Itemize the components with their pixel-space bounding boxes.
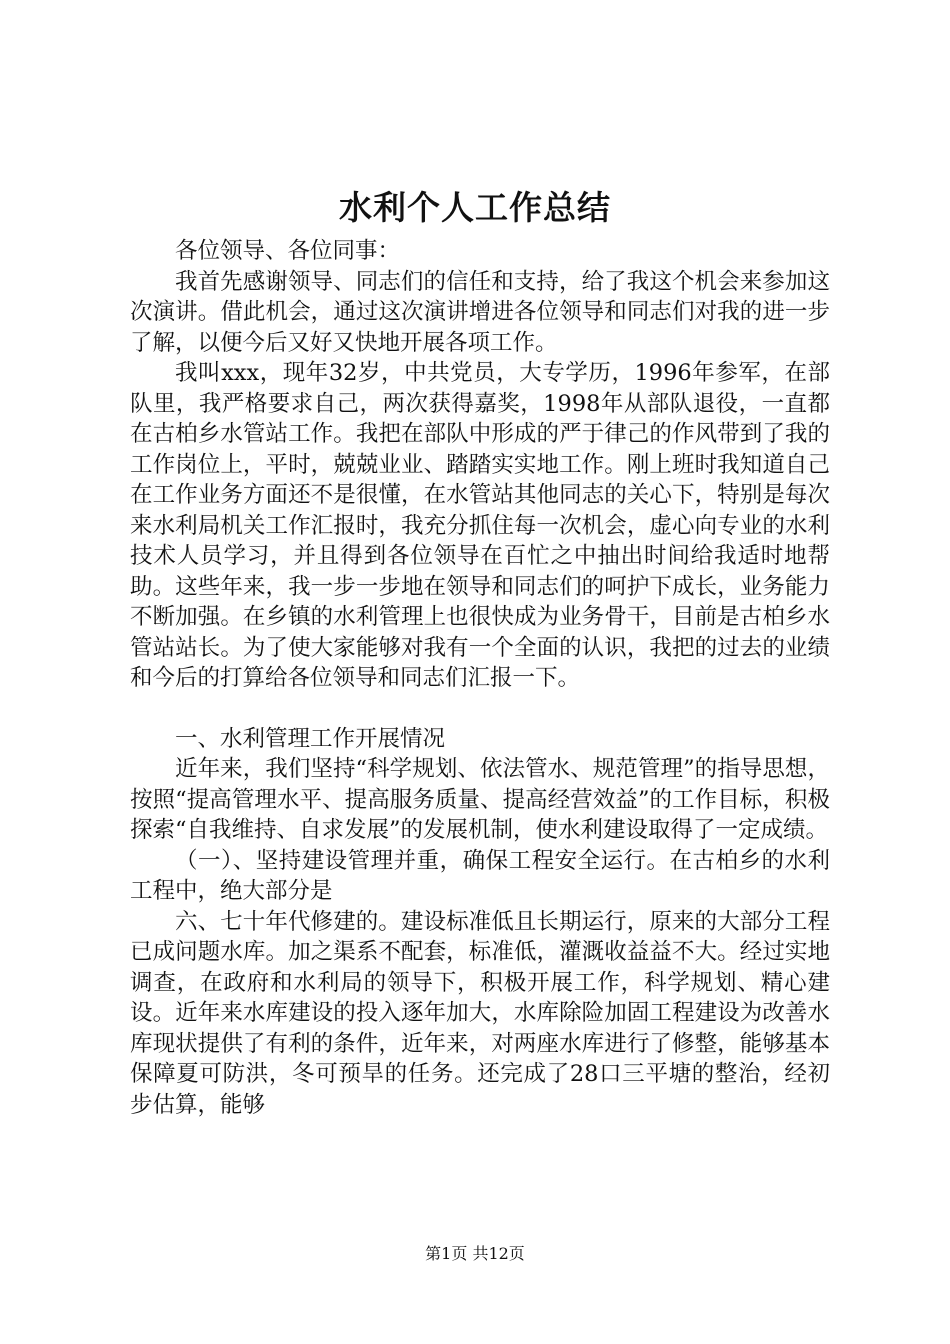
paragraph-thanks: 我首先感谢领导、同志们的信任和支持，给了我这个机会来参加这次演讲。借此机会，通过这次演讲增进各位领导和同志们对我的进一步了解，以便今后又好又快地开展各项工作。	[130, 268, 830, 356]
paragraph-reservoir-work: 六、七十年代修建的。建设标准低且长期运行，原来的大部分工程已成问题水库。加之渠系不配套，标准低，灌溉收益益不大。经过实地调查，在政府和水利局的领导下，积极开展工作，科学规划、精心建设。近年来水库建设的投入逐年加大，水库除险加固工程建设为改善水库现状提供了有利的条件，近年来，对两座水库进行了修整，能够基本保障夏可防洪，冬可预旱的任务。还完成了28口三平塘的整治，经初步估算，能够	[130, 908, 830, 1118]
salutation: 各位领导、各位同事：	[175, 238, 401, 264]
document-body	[130, 236, 830, 1120]
section-heading-1: 一、水利管理工作开展情况	[175, 725, 446, 752]
paragraph-overview: 近年来，我们坚持“科学规划、依法管水、规范管理”的指导思想，按照“提高管理水平、提高服务质量、提高经营效益”的工作目标，积极探索“自我维持、自求发展”的发展机制，使水利建设取得了一定成绩。	[130, 756, 830, 843]
paragraph-subsection-1: （一）、坚持建设管理并重，确保工程安全运行。在古柏乡的水利工程中，绝大部分是	[130, 847, 830, 904]
paragraph-self-introduction: 我叫xxx，现年32岁，中共党员，大专学历，1996年参军，在部队里，我严格要求自己，两次获得嘉奖，1998年从部队退役，一直都在古柏乡水管站工作。我把在部队中形成的严于律己的作风带到了我的工作岗位上，平时，兢兢业业、踏踏实实地工作。刚上班时我知道自己在工作业务方面还不是很懂，在水管站其他同志的关心下，特别是每次来水利局机关工作汇报时，我充分抓住每一次机会，虚心向专业的水利技术人员学习，并且得到各位领导在百忙之中抽出时间给我适时地帮助。这些年来，我一步一步地在领导和同志们的呵护下成长，业务能力不断加强。在乡镇的水利管理上也很快成为业务骨干，目前是古柏乡水管站站长。为了使大家能够对我有一个全面的认识，我把的过去的业绩和今后的打算给各位领导和同志们汇报一下。	[130, 360, 830, 691]
document-title: 水利个人工作总结	[339, 188, 611, 227]
page-footer: 第1页 共12页	[425, 1244, 525, 1263]
